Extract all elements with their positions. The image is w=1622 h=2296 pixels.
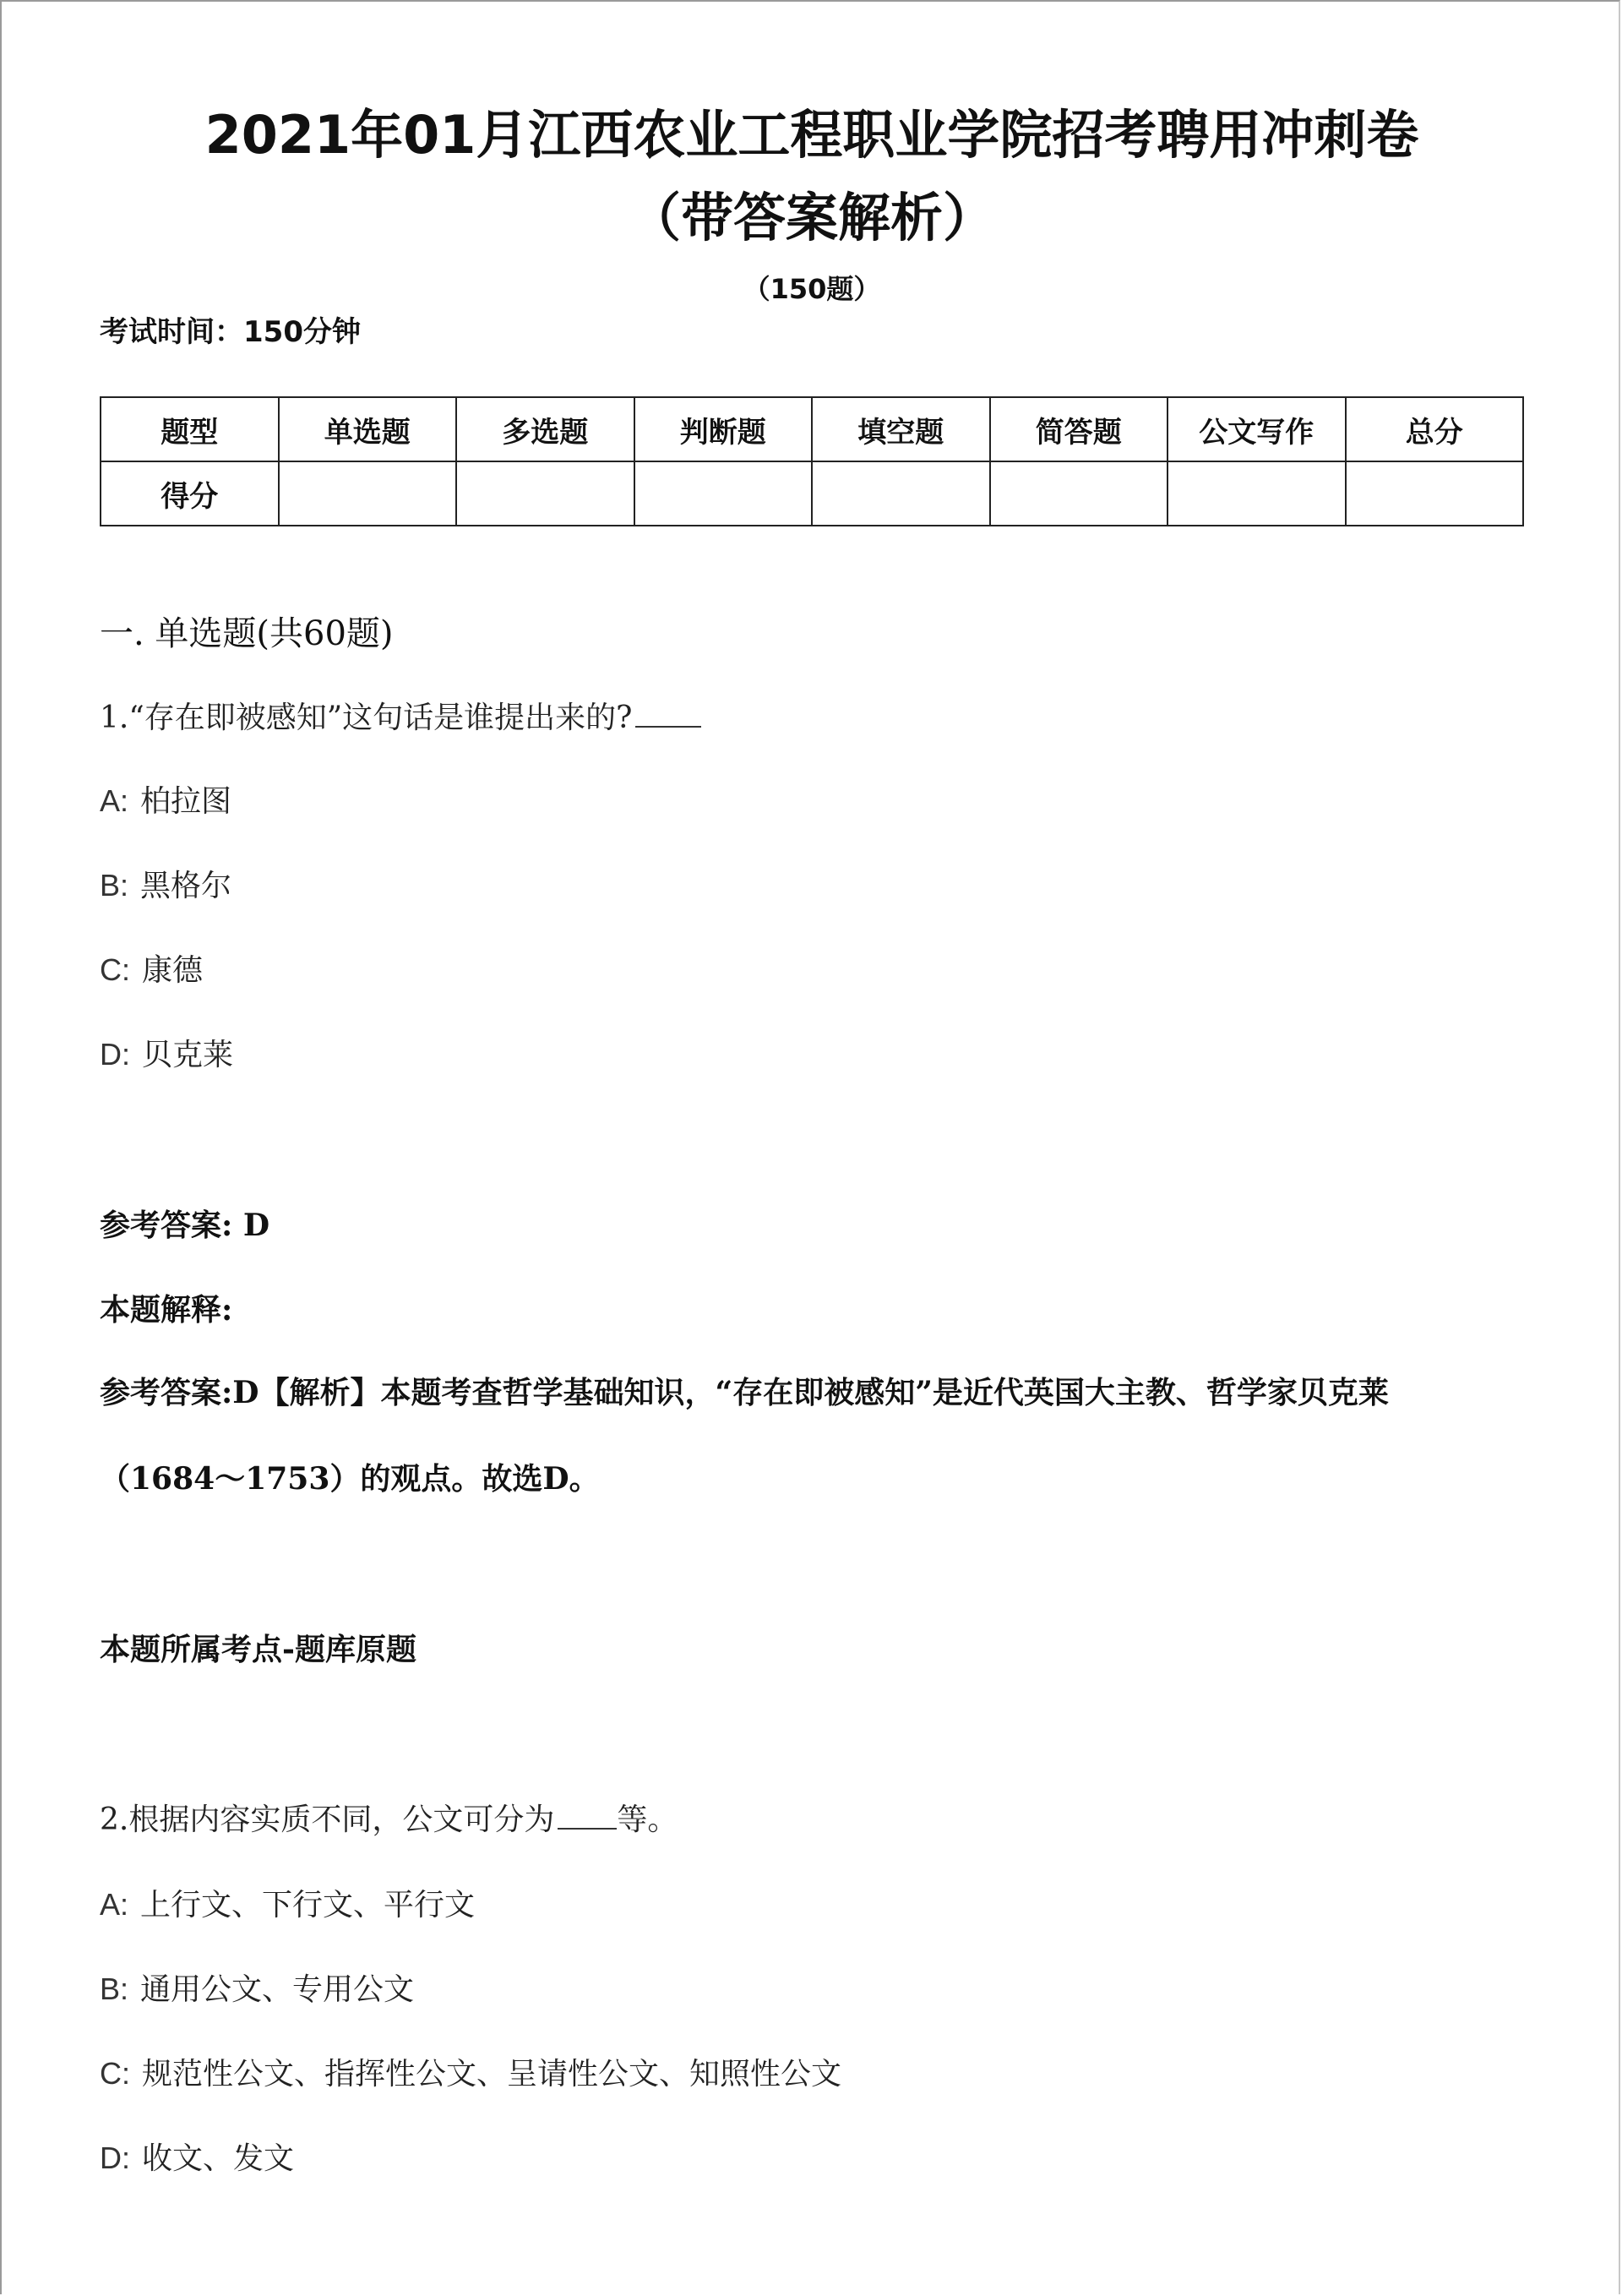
question-option: [100, 1881, 475, 1929]
option-letter: A:: [100, 783, 129, 818]
score-cell: [1346, 461, 1524, 526]
explanation-text: 参考答案:D【解析】本题考查哲学基础知识，“存在即被感知”是近代英国大主教、哲学家贝克莱: [100, 1375, 1389, 1410]
option-text: 康德: [142, 953, 204, 988]
question-stem-text-end: 等。: [617, 1802, 678, 1837]
score-table-header: 总分: [1346, 397, 1524, 461]
question-option: [100, 1966, 414, 2014]
explanation-label: 本题解释:: [100, 1292, 233, 1328]
question-option: [100, 946, 203, 995]
option-letter: D:: [100, 2141, 130, 2175]
reference-answer: 参考答案: D: [100, 1208, 270, 1243]
score-table-score-row: [101, 461, 1523, 526]
option-letter: D:: [100, 1037, 130, 1072]
question-stem: [100, 1797, 678, 1844]
document-title: 2021年01月江西农业工程职业学院招考聘用冲刺卷: [204, 104, 1419, 166]
score-table: [100, 396, 1524, 526]
score-cell: [279, 461, 457, 526]
question-topic: 本题所属考点-题库原题: [100, 1632, 416, 1667]
explanation-text-continued: （1684～1753）的观点。故选D。: [100, 1461, 600, 1497]
score-table-header: 公文写作: [1168, 397, 1346, 461]
score-cell: [634, 461, 813, 526]
option-letter: C:: [100, 2056, 130, 2091]
question-option: [100, 1031, 233, 1079]
score-table-header: 题型: [101, 397, 279, 461]
question-stem-text: 2.根据内容实质不同，公文可分为: [100, 1802, 555, 1837]
score-row-label: 得分: [101, 461, 279, 526]
option-letter: B:: [100, 868, 129, 903]
score-cell: [990, 461, 1168, 526]
option-text: 黑格尔: [140, 869, 232, 903]
option-text: 通用公文、专用公文: [140, 1972, 415, 2007]
section-heading: 一. 单选题(共60题): [100, 614, 394, 653]
answer-blank: [558, 1802, 617, 1830]
question-option: [100, 777, 231, 826]
question-option: [100, 862, 231, 910]
score-table-header: 简答题: [990, 397, 1168, 461]
option-letter: C:: [100, 952, 130, 987]
score-cell: [812, 461, 990, 526]
question-option: [100, 2050, 841, 2098]
option-text: 收文、发文: [142, 2141, 295, 2176]
question-count: （150题）: [743, 273, 881, 305]
score-table-header: 多选题: [456, 397, 634, 461]
question-option: [100, 2135, 294, 2183]
exam-time: 考试时间：150分钟: [100, 315, 361, 349]
option-letter: A:: [100, 1887, 129, 1922]
score-table-header-row: [101, 397, 1523, 461]
score-table-header: 单选题: [279, 397, 457, 461]
question-stem: [100, 695, 701, 742]
option-text: 规范性公文、指挥性公文、呈请性公文、知照性公文: [142, 2057, 842, 2091]
option-text: 上行文、下行文、平行文: [140, 1888, 476, 1922]
option-letter: B:: [100, 1972, 129, 2006]
score-cell: [1168, 461, 1346, 526]
document-title-suffix: （带答案解析）: [628, 187, 995, 248]
answer-blank: [635, 701, 701, 728]
question-stem-text: 1.“存在即被感知”这句话是谁提出来的?: [100, 701, 633, 735]
score-cell: [456, 461, 634, 526]
score-table-header: 判断题: [634, 397, 813, 461]
option-text: 柏拉图: [140, 784, 232, 819]
option-text: 贝克莱: [142, 1038, 234, 1072]
score-table-header: 填空题: [812, 397, 990, 461]
